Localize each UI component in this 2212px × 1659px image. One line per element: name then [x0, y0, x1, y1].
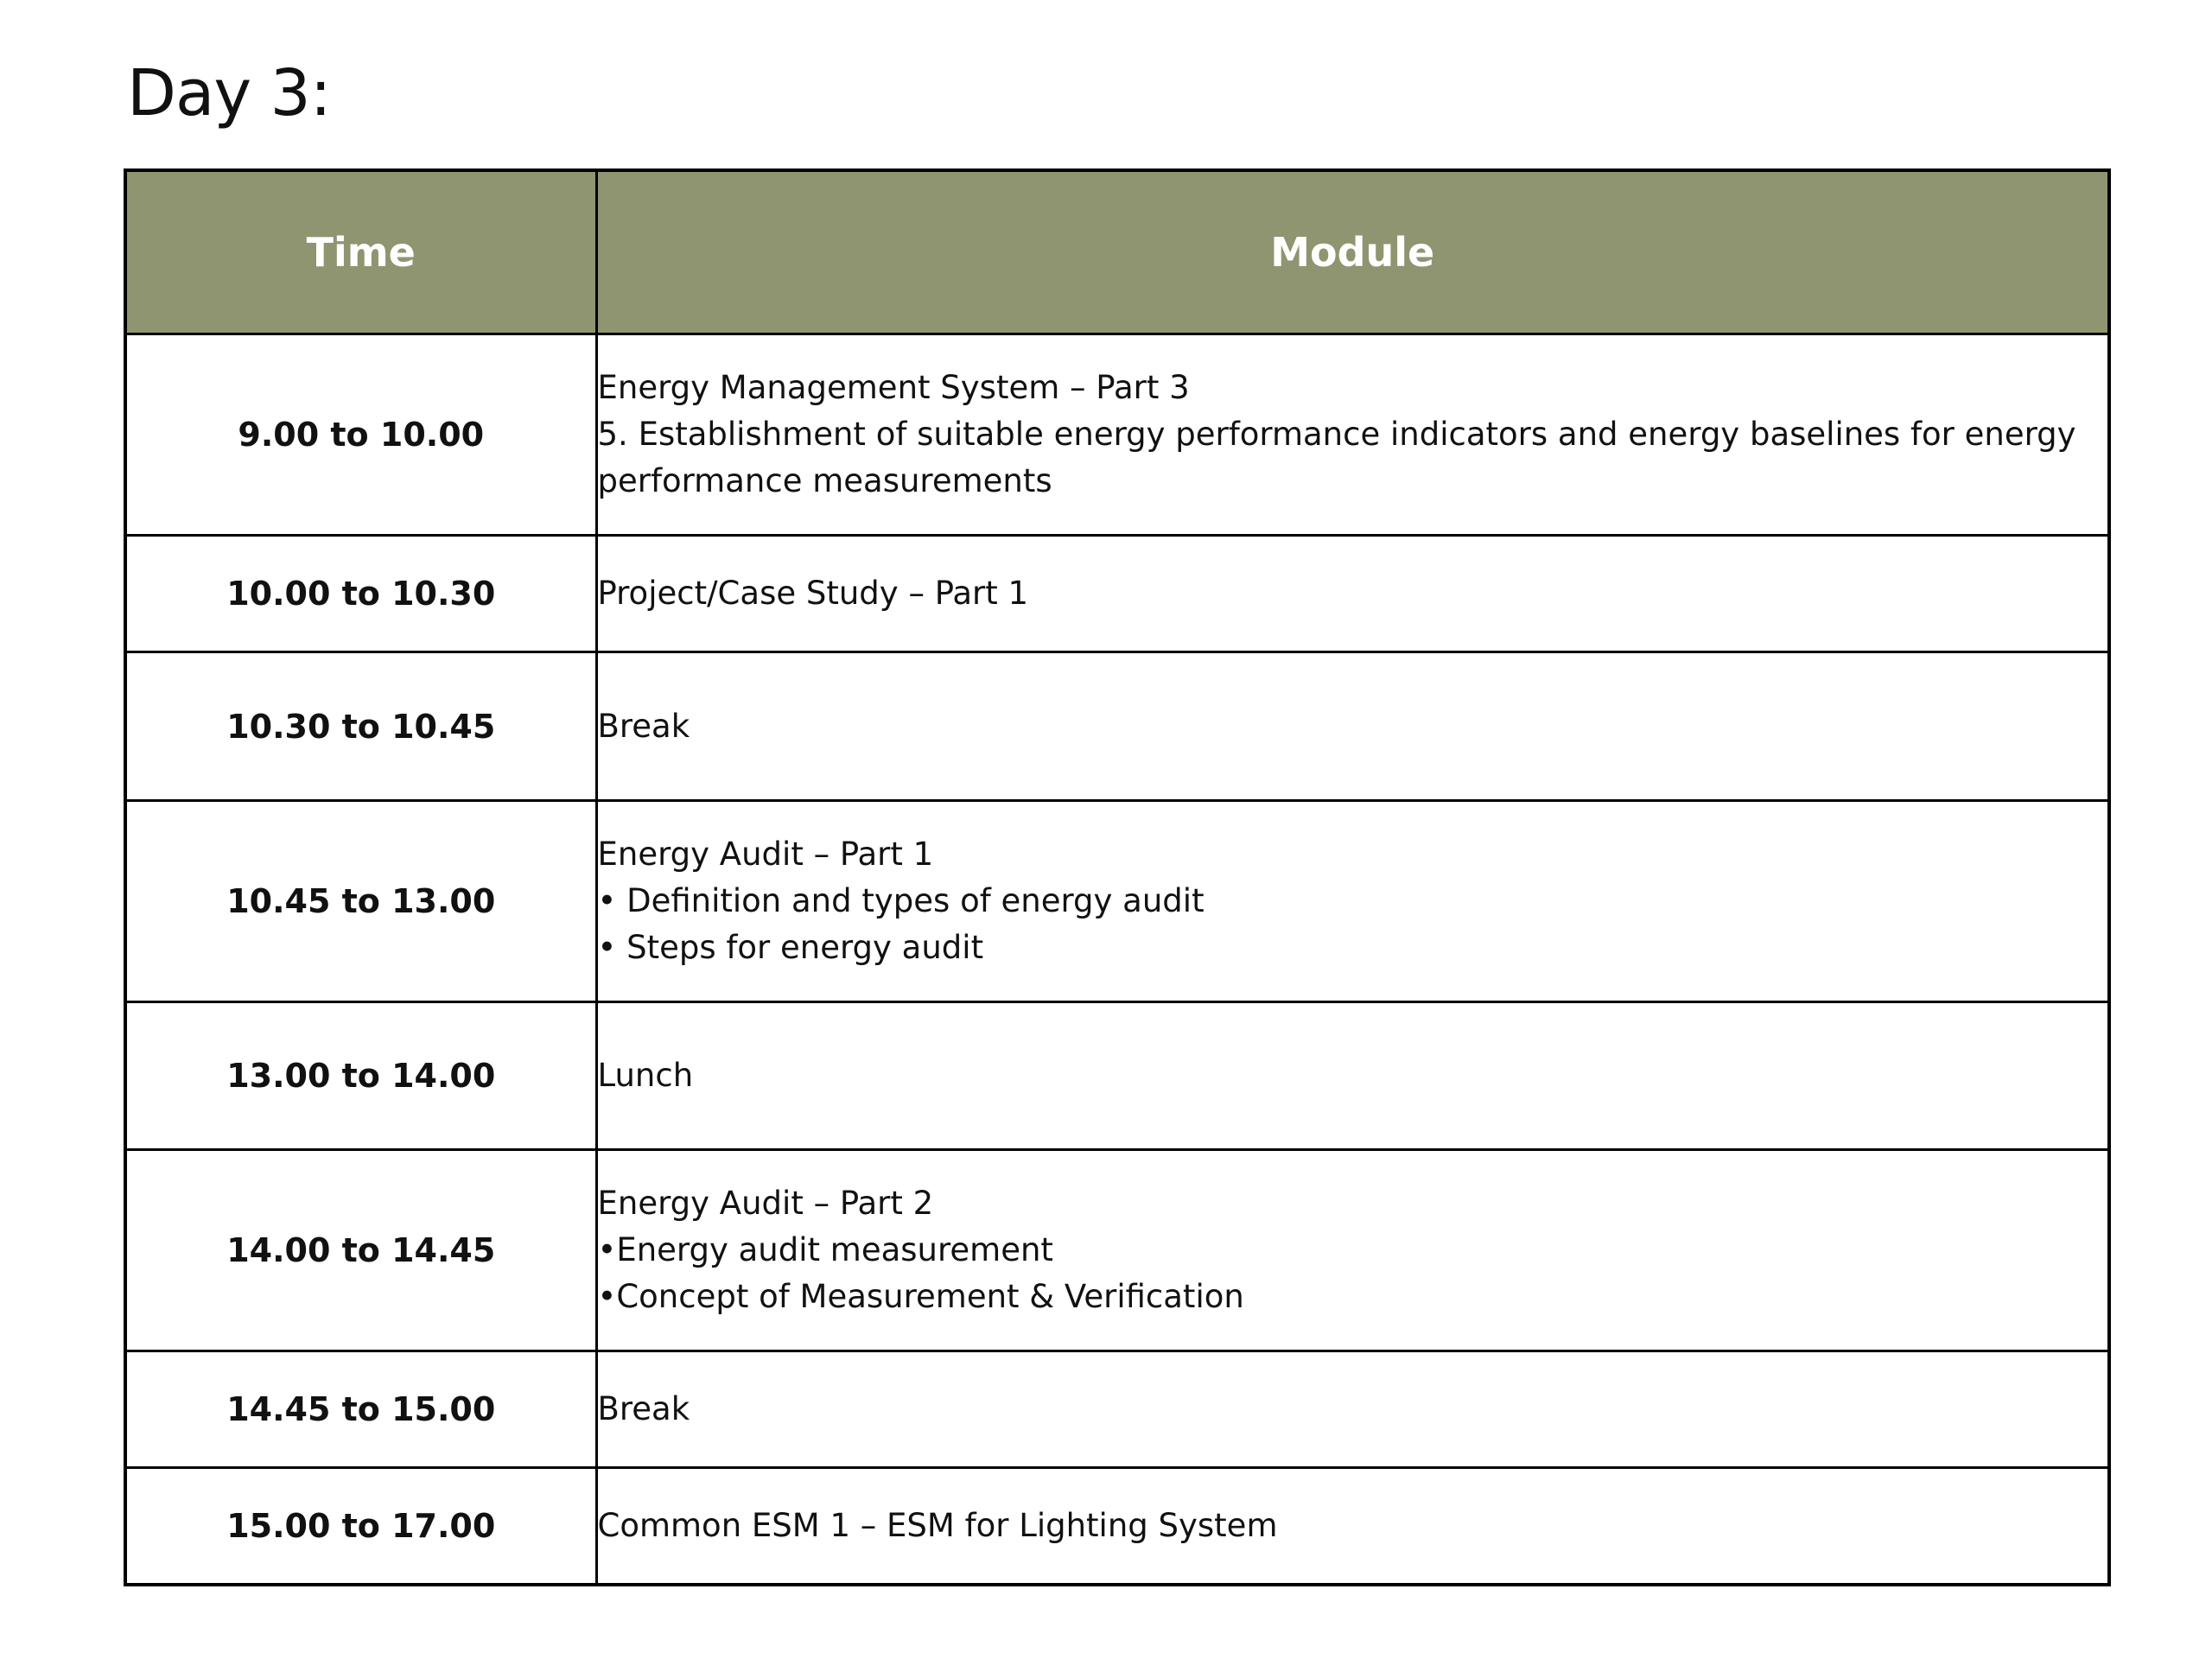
- table-row: [125, 1468, 2109, 1586]
- table-header: [125, 170, 2109, 334]
- module-line: • Steps for energy audit: [597, 929, 984, 966]
- header-time: Time: [125, 170, 596, 334]
- time-cell: 15.00 to 17.00: [125, 1468, 596, 1586]
- module-line: •Concept of Measurement & Verification: [597, 1278, 1244, 1315]
- time-cell: 10.45 to 13.00: [125, 801, 596, 1002]
- time-cell: 9.00 to 10.00: [125, 334, 596, 536]
- table-body: [125, 334, 2109, 1586]
- table-row: [125, 536, 2109, 652]
- time-cell: 14.00 to 14.45: [125, 1150, 596, 1351]
- table-row: [125, 801, 2109, 1002]
- time-cell: 14.45 to 15.00: [125, 1351, 596, 1468]
- schedule-table: [124, 168, 2111, 1586]
- module-cell: [596, 1002, 2109, 1150]
- module-cell: [596, 334, 2109, 536]
- time-cell: 13.00 to 14.00: [125, 1002, 596, 1150]
- module-line: Energy Management System – Part 3: [597, 369, 1190, 406]
- module-line: Project/Case Study – Part 1: [597, 575, 1029, 612]
- module-line: • Definition and types of energy audit: [597, 882, 1205, 919]
- module-line: 5. Establishment of suitable energy performance indicators and energy baselines for energy performance measurements: [597, 416, 2076, 499]
- module-cell: [596, 1468, 2109, 1586]
- time-cell: 10.30 to 10.45: [125, 652, 596, 801]
- module-line: Energy Audit – Part 2: [597, 1185, 934, 1222]
- module-line: •Energy audit measurement: [597, 1231, 1053, 1268]
- header-row: [125, 170, 2109, 334]
- module-line: Energy Audit – Part 1: [597, 836, 934, 873]
- module-line: Common ESM 1 – ESM for Lighting System: [597, 1507, 1278, 1544]
- module-line: Lunch: [597, 1057, 694, 1094]
- module-line: Break: [597, 1390, 690, 1427]
- module-cell: [596, 536, 2109, 652]
- table-row: [125, 1150, 2109, 1351]
- module-cell: [596, 1351, 2109, 1468]
- table-row: [125, 652, 2109, 801]
- header-module: Module: [596, 170, 2109, 334]
- time-cell: 10.00 to 10.30: [125, 536, 596, 652]
- table-row: [125, 1351, 2109, 1468]
- table-row: [125, 1002, 2109, 1150]
- module-cell: [596, 1150, 2109, 1351]
- module-cell: [596, 652, 2109, 801]
- page-title: Day 3:: [127, 56, 331, 130]
- module-cell: [596, 801, 2109, 1002]
- table-row: [125, 334, 2109, 536]
- module-line: Break: [597, 707, 690, 745]
